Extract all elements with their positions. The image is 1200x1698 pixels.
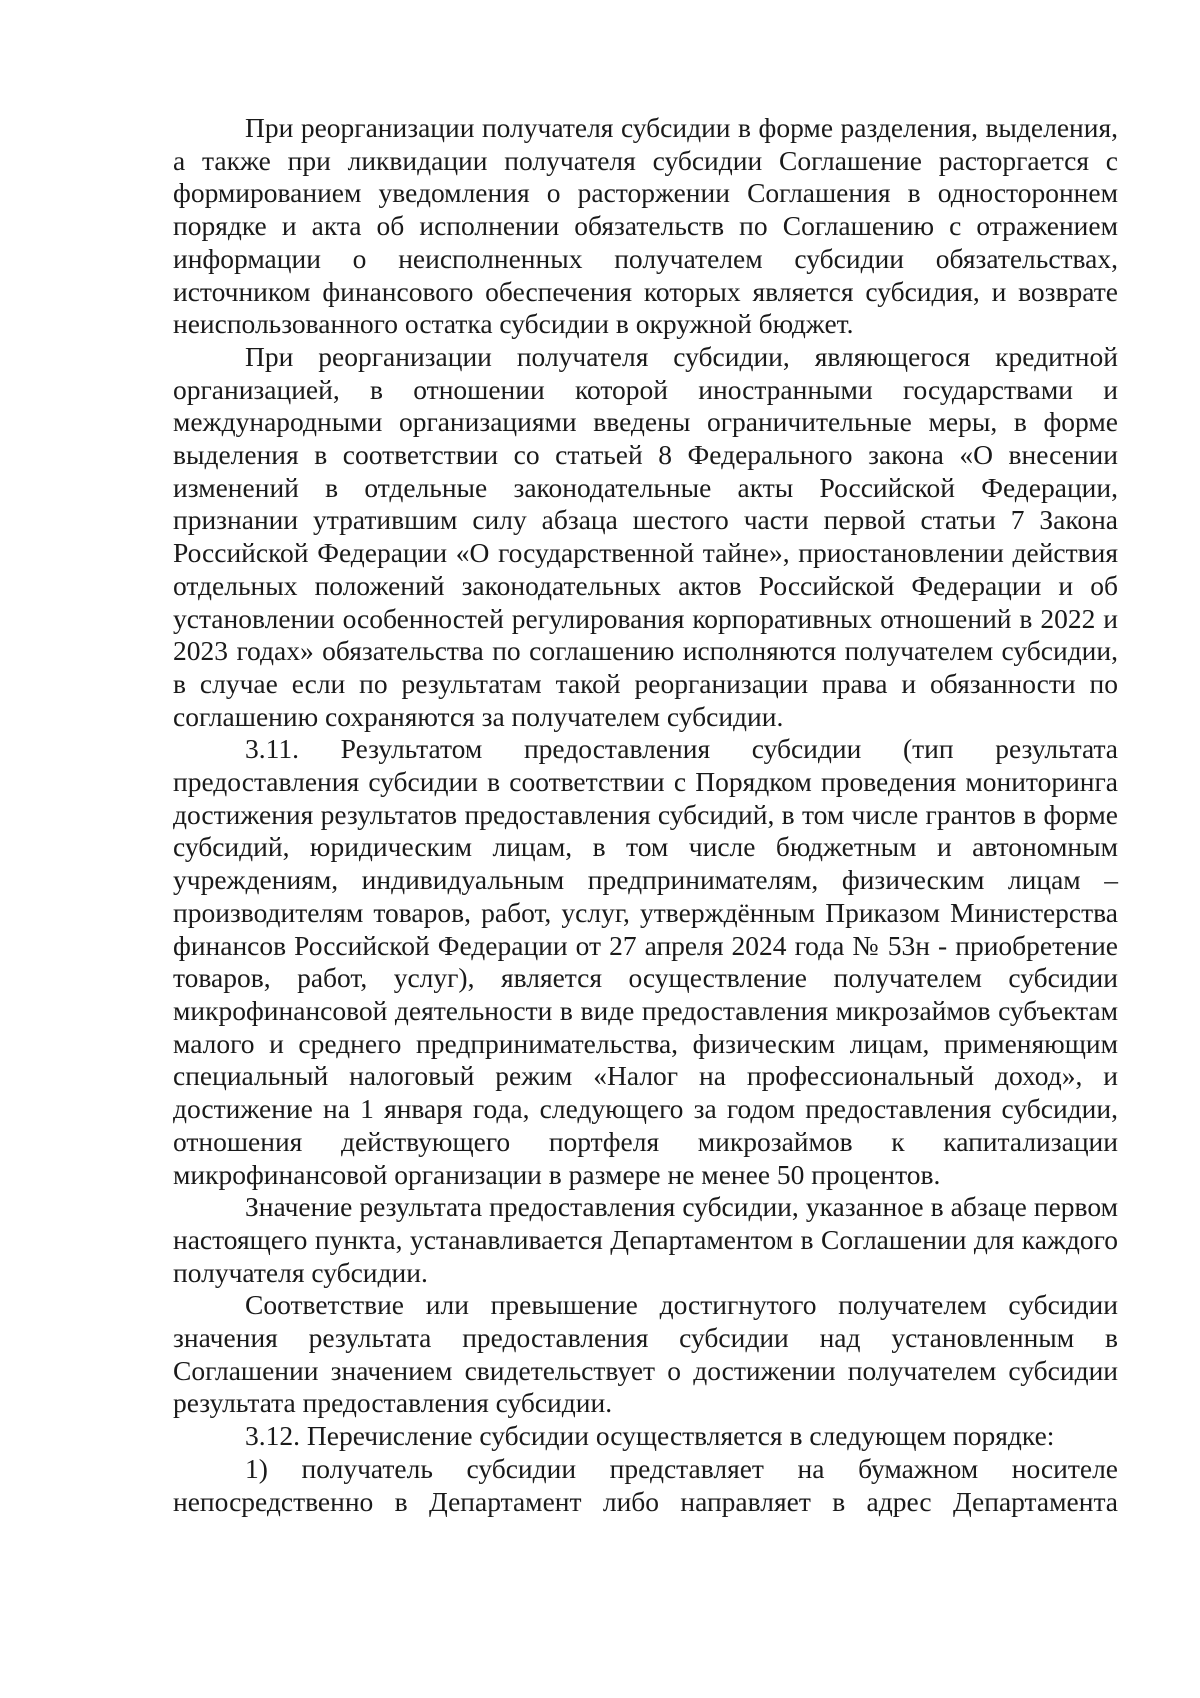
paragraph-item-1-submission: 1) получатель субсидии представляет на бумажном носителе непосредственно в Департамент либо направляет в адрес Департамента — [173, 1452, 1118, 1517]
paragraph-clause-3-11-result: 3.11. Результатом предоставления субсидии (тип результата предоставления субсидии в соответствии с Порядком проведения мониторинга достижения результатов предоставления субсидий, в том числе грантов в форме субсидий, юридическим лицам, в том числе бюджетным и автономным учреждениям, индивидуальным предпринимателям, физическим лицам – производителям товаров, работ, услуг, утверждённым Приказом Министерства финансов Российской Федерации от 27 апреля 2024 года № 53н - приобретение товаров, работ, услуг), является осуществление получателем субсидии микрофинансовой деятельности в виде предоставления микрозаймов субъектам малого и среднего предпринимательства, физическим лицам, применяющим специальный налоговый режим «Налог на профессиональный доход», и достижение на 1 января года, следующего за годом предоставления субсидии, отношения действующего портфеля микрозаймов к капитализации микрофинансовой организации в размере не менее 50 процентов. — [173, 733, 1118, 1190]
paragraph-reorganization-termination: При реорганизации получателя субсидии в форме разделения, выделения, а также при ликвидации получателя субсидии Соглашение расторгается с формированием уведомления о расторжении Соглашения в одностороннем порядке и акта об исполнении обязательств по Соглашению с отражением информации о неисполненных получателем субсидии обязательствах, источником финансового обеспечения которых является субсидия, и возврате неиспользованного остатка субсидии в окружной бюджет. — [173, 112, 1118, 340]
paragraph-credit-organization-reorganization: При реорганизации получателя субсидии, являющегося кредитной организацией, в отношении которой иностранными государствами и международными организациями введены ограничительные меры, в форме выделения в соответствии со статьей 8 Федерального закона «О внесении изменений в отдельные законодательные акты Российской Федерации, признании утратившим силу абзаца шестого части первой статьи 7 Закона Российской Федерации «О государственной тайне», приостановлении действия отдельных положений законодательных актов Российской Федерации и об установлении особенностей регулирования корпоративных отношений в 2022 и 2023 годах» обязательства по соглашению исполняются получателем субсидии, в случае если по результатам такой реорганизации права и обязанности по соглашению сохраняются за получателем субсидии. — [173, 340, 1118, 732]
document-page — [173, 112, 1118, 1518]
paragraph-result-compliance: Соответствие или превышение достигнутого получателем субсидии значения результата предоставления субсидии над установленным в Соглашении значением свидетельствует о достижении получателем субсидии результата предоставления субсидии. — [173, 1289, 1118, 1419]
paragraph-result-value: Значение результата предоставления субсидии, указанное в абзаце первом настоящего пункта, устанавливается Департаментом в Соглашении для каждого получателя субсидии. — [173, 1191, 1118, 1288]
paragraph-clause-3-12-transfer: 3.12. Перечисление субсидии осуществляется в следующем порядке: — [245, 1420, 1055, 1452]
